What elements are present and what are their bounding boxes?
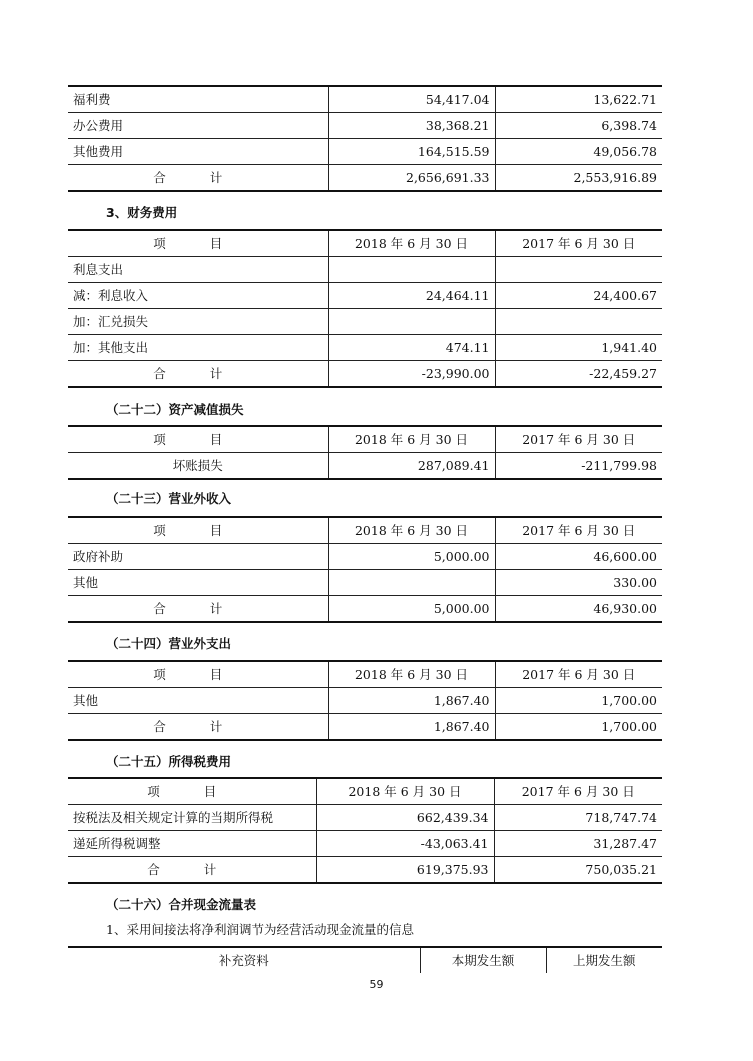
- row-item: 利息支出: [68, 257, 328, 283]
- row-item: 其他: [68, 570, 328, 596]
- section-title-finance: 3、财务费用: [106, 205, 178, 220]
- value-2018: 662,439.34: [316, 805, 494, 831]
- row-item: 政府补助: [68, 544, 328, 570]
- table-row: [68, 831, 662, 857]
- cashflow-supplement-table: [68, 946, 662, 973]
- table-header-row: [68, 517, 662, 544]
- value-2017: 1,941.40: [495, 335, 662, 361]
- value-2017: 31,287.47: [494, 831, 662, 857]
- value-2017: [495, 309, 662, 335]
- value-2017: 6,398.74: [495, 113, 662, 139]
- table-row: [68, 688, 662, 714]
- row-item: 减：利息收入: [68, 283, 328, 309]
- row-item: 福利费: [68, 86, 328, 113]
- row-item: 递延所得税调整: [68, 831, 316, 857]
- value-2018: [328, 570, 495, 596]
- total-2018: -23,990.00: [328, 361, 495, 388]
- header-previous: 上期发生额: [546, 947, 662, 973]
- table-row: [68, 257, 662, 283]
- finance-expense-table: [68, 229, 662, 388]
- value-2018: 287,089.41: [328, 453, 495, 480]
- table-header-row: [68, 661, 662, 688]
- section-title-nonop-income: （二十三）营业外收入: [106, 491, 232, 506]
- header-2018: 2018 年 6 月 30 日: [328, 426, 495, 453]
- total-2017: 2,553,916.89: [495, 165, 662, 192]
- total-label: 合 计: [68, 596, 328, 623]
- income-tax-table: [68, 777, 662, 884]
- total-2018: 2,656,691.33: [328, 165, 495, 192]
- value-2017: 330.00: [495, 570, 662, 596]
- header-item: 项 目: [68, 661, 328, 688]
- header-2018: 2018 年 6 月 30 日: [328, 661, 495, 688]
- header-2017: 2017 年 6 月 30 日: [495, 517, 662, 544]
- total-label: 合 计: [68, 857, 316, 884]
- table-header-row: [68, 778, 662, 805]
- row-item: 办公费用: [68, 113, 328, 139]
- section-title-impairment: （二十二）资产减值损失: [106, 402, 244, 417]
- table-header-row: [68, 230, 662, 257]
- value-2017: 1,700.00: [495, 688, 662, 714]
- total-row: [68, 165, 662, 192]
- table-row: [68, 113, 662, 139]
- total-2018: 619,375.93: [316, 857, 494, 884]
- total-label: 合 计: [68, 361, 328, 388]
- row-item: 其他费用: [68, 139, 328, 165]
- table-header-row: [68, 947, 662, 973]
- table-row: [68, 309, 662, 335]
- value-2017: 49,056.78: [495, 139, 662, 165]
- section-title-cashflow: （二十六）合并现金流量表: [106, 897, 257, 912]
- total-label: 合 计: [68, 165, 328, 192]
- total-2018: 1,867.40: [328, 714, 495, 741]
- value-2017: 718,747.74: [494, 805, 662, 831]
- header-2017: 2017 年 6 月 30 日: [495, 661, 662, 688]
- value-2018: 54,417.04: [328, 86, 495, 113]
- value-2017: 24,400.67: [495, 283, 662, 309]
- table-row: [68, 805, 662, 831]
- total-2017: 750,035.21: [494, 857, 662, 884]
- total-row: [68, 714, 662, 741]
- total-row: [68, 857, 662, 884]
- total-label: 合 计: [68, 714, 328, 741]
- nonop-expense-table: [68, 660, 662, 741]
- table-row: [68, 335, 662, 361]
- row-item: 坏账损失: [68, 453, 328, 480]
- value-2017: 46,600.00: [495, 544, 662, 570]
- header-item: 项 目: [68, 230, 328, 257]
- table-row: [68, 544, 662, 570]
- header-item: 项 目: [68, 517, 328, 544]
- total-row: [68, 596, 662, 623]
- total-2017: 46,930.00: [495, 596, 662, 623]
- total-2017: -22,459.27: [495, 361, 662, 388]
- row-item: 其他: [68, 688, 328, 714]
- section-title-income-tax: （二十五）所得税费用: [106, 754, 232, 769]
- value-2018: 38,368.21: [328, 113, 495, 139]
- admin-expense-table: [68, 85, 662, 192]
- table-row: [68, 86, 662, 113]
- total-row: [68, 361, 662, 388]
- value-2018: 474.11: [328, 335, 495, 361]
- row-item: 加：汇兑损失: [68, 309, 328, 335]
- header-2018: 2018 年 6 月 30 日: [328, 517, 495, 544]
- value-2017: 13,622.71: [495, 86, 662, 113]
- value-2018: [328, 257, 495, 283]
- cashflow-subtitle: 1、采用间接法将净利润调节为经营活动现金流量的信息: [106, 922, 414, 937]
- header-2018: 2018 年 6 月 30 日: [328, 230, 495, 257]
- header-item: 项 目: [68, 426, 328, 453]
- value-2017: -211,799.98: [495, 453, 662, 480]
- page-number: 59: [369, 978, 384, 991]
- value-2018: 164,515.59: [328, 139, 495, 165]
- total-2018: 5,000.00: [328, 596, 495, 623]
- table-row: [68, 570, 662, 596]
- impairment-table: [68, 425, 662, 480]
- value-2018: -43,063.41: [316, 831, 494, 857]
- table-row: [68, 453, 662, 480]
- section-title-nonop-expense: （二十四）营业外支出: [106, 636, 232, 651]
- value-2017: [495, 257, 662, 283]
- value-2018: 5,000.00: [328, 544, 495, 570]
- nonop-income-table: [68, 516, 662, 623]
- total-2017: 1,700.00: [495, 714, 662, 741]
- value-2018: 24,464.11: [328, 283, 495, 309]
- header-item: 项 目: [68, 778, 316, 805]
- header-2018: 2018 年 6 月 30 日: [316, 778, 494, 805]
- header-2017: 2017 年 6 月 30 日: [494, 778, 662, 805]
- row-item: 按税法及相关规定计算的当期所得税: [68, 805, 316, 831]
- header-supplement: 补充资料: [68, 947, 420, 973]
- header-2017: 2017 年 6 月 30 日: [495, 230, 662, 257]
- table-row: [68, 139, 662, 165]
- table-row: [68, 283, 662, 309]
- table-header-row: [68, 426, 662, 453]
- header-2017: 2017 年 6 月 30 日: [495, 426, 662, 453]
- value-2018: 1,867.40: [328, 688, 495, 714]
- row-item: 加：其他支出: [68, 335, 328, 361]
- header-current: 本期发生额: [420, 947, 546, 973]
- value-2018: [328, 309, 495, 335]
